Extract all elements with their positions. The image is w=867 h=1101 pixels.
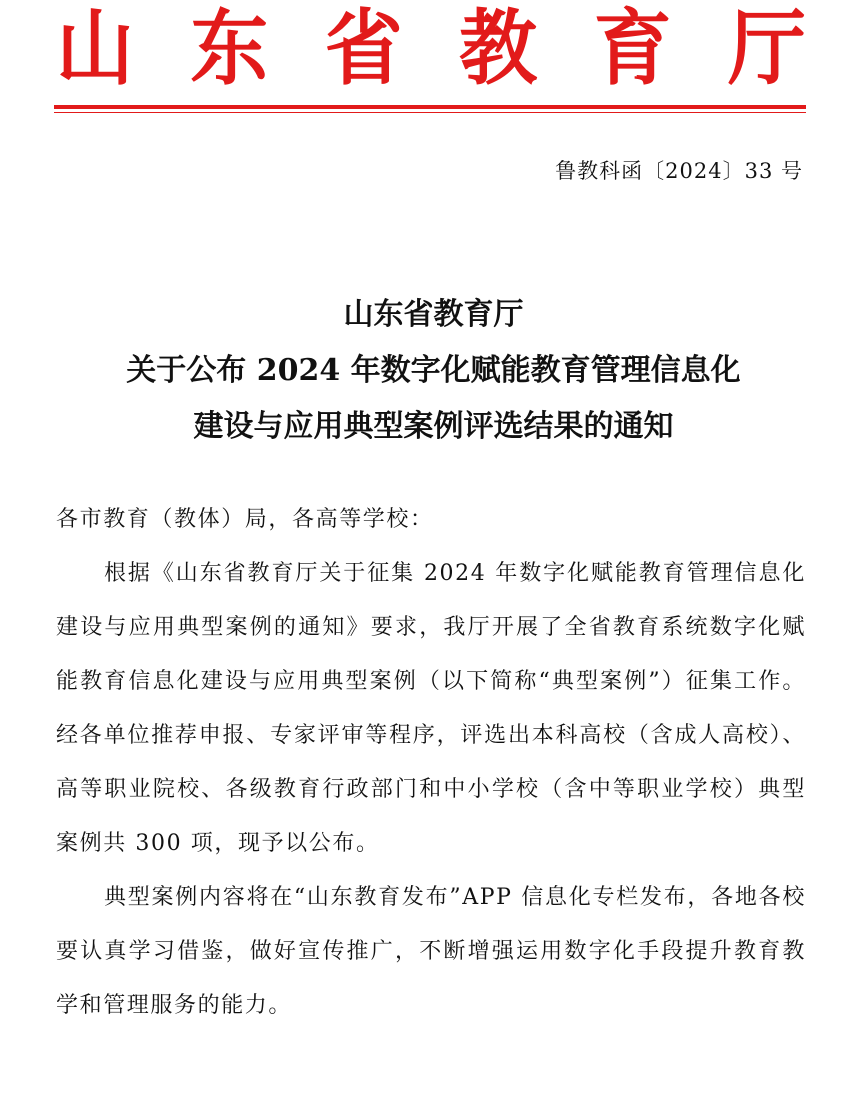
document-title bbox=[0, 287, 867, 455]
title-line-1: 山东省教育厅 bbox=[343, 297, 524, 332]
masthead-char: 山 bbox=[56, 0, 135, 97]
paragraph-2: 典型案例内容将在“山东教育发布”APP 信息化专栏发布，各地各校要认真学习借鉴，做好宣传推广，不断增强运用数字化手段提升教育教学和管理服务的能力。 bbox=[56, 885, 806, 1018]
masthead-rule-thick bbox=[54, 105, 806, 109]
title-line-2: 关于公布 2024 年数字化赋能教育管理信息化 bbox=[126, 353, 741, 388]
title-line-3: 建设与应用典型案例评选结果的通知 bbox=[193, 409, 674, 444]
masthead-char: 省 bbox=[324, 0, 403, 97]
document-number: 鲁教科函〔2024〕33 号 bbox=[555, 159, 803, 183]
masthead-char: 东 bbox=[190, 0, 269, 97]
paragraph-1: 根据《山东省教育厅关于征集 2024 年数字化赋能教育管理信息化建设与应用典型案例的通知》要求，我厅开展了全省教育系统数字化赋能教育信息化建设与应用典型案例（以下简称“典型案例”）征集工作。经各单位推荐申报、专家评审等程序，评选出本科高校（含成人高校）、高等职业院校、各级教育行政部门和中小学校（含中等职业学校）典型案例共 300 项，现予以公布。 bbox=[56, 561, 806, 856]
document-body bbox=[56, 493, 806, 1033]
masthead-char: 育 bbox=[593, 0, 672, 97]
masthead-char: 教 bbox=[459, 0, 538, 97]
masthead bbox=[56, 0, 806, 97]
salutation: 各市教育（教体）局，各高等学校： bbox=[56, 507, 434, 532]
masthead-char: 厅 bbox=[727, 0, 806, 97]
masthead-rule-thin bbox=[54, 112, 806, 113]
